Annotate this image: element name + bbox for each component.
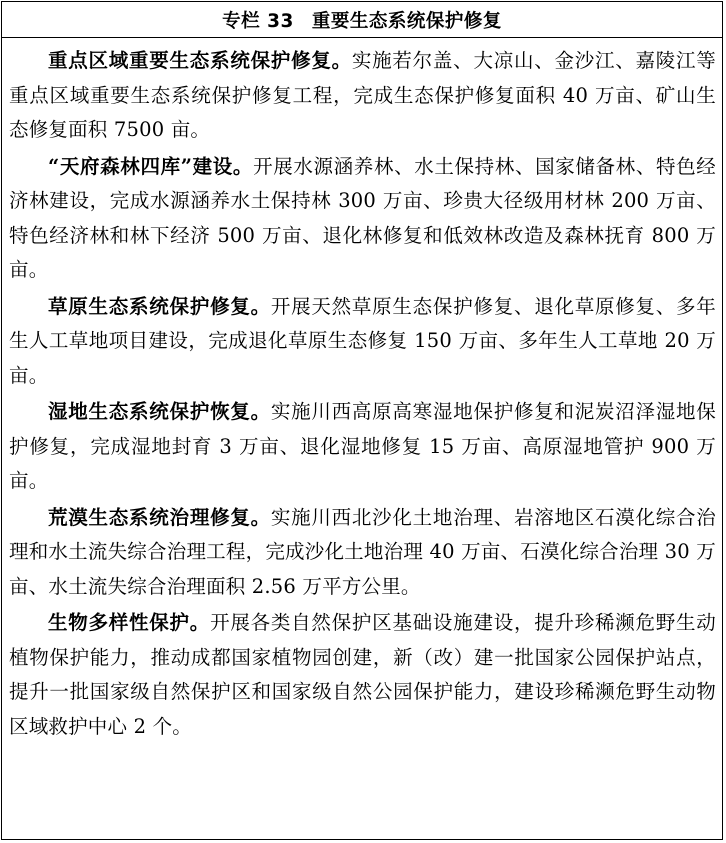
paragraph-lead: 荒漠生态系统治理修复。 xyxy=(48,505,271,529)
box-content xyxy=(2,38,722,744)
paragraph-body: 开展天然草原生态保护修复、退化草原修复、多年生人工草地项目建设，完成退化草原生态修复 150 万亩、多年生人工草地 20 万亩。 xyxy=(9,294,717,387)
paragraph-body: 开展各类自然保护区基础设施建设，提升珍稀濒危野生动植物保护能力，推动成都国家植物园创建，新（改）建一批国家公园保护站点，提升一批国家级自然保护区和国家级自然公园保护能力，建设珍稀濒危野生动物区域救护中心 2 个。 xyxy=(9,611,716,738)
paragraph xyxy=(9,395,716,499)
paragraph xyxy=(9,44,716,148)
box-title-label: 专栏 33 xyxy=(222,10,294,32)
section-key-regions xyxy=(9,44,716,148)
section-forest xyxy=(9,150,716,288)
paragraph xyxy=(9,290,716,394)
box-title xyxy=(2,2,722,38)
paragraph-lead: “天府森林四库”建设。 xyxy=(48,154,254,178)
box-title-text: 重要生态系统保护修复 xyxy=(311,10,502,32)
paragraph-lead: 草原生态系统保护修复。 xyxy=(48,294,271,318)
paragraph-lead: 重点区域重要生态系统保护修复。 xyxy=(48,49,352,72)
paragraph-body: 实施川西高原高寒湿地保护修复和泥炭沼泽湿地保护修复，完成湿地封育 3 万亩、退化湿地修复 15 万亩、高原湿地管护 900 万亩。 xyxy=(9,400,717,492)
paragraph xyxy=(9,606,716,744)
paragraph-body: 实施川西北沙化土地治理、岩溶地区石漠化综合治理和水土流失综合治理工程，完成沙化土地治理 40 万亩、石漠化综合治理 30 万亩、水土流失综合治理面积 2.56 万平方公里。 xyxy=(9,505,717,598)
paragraph xyxy=(9,501,716,605)
paragraph-lead: 湿地生态系统保护恢复。 xyxy=(48,400,271,423)
section-grassland xyxy=(9,290,716,394)
paragraph-body: 开展水源涵养林、水土保持林、国家储备林、特色经济林建设，完成水源涵养水土保持林 300 万亩、珍贵大径级用材林 200 万亩、特色经济林和林下经济 500 万亩、退化林修复和低效林改造及森林抚育 800 万亩。 xyxy=(9,154,716,281)
paragraph-body: 实施若尔盖、大凉山、金沙江、嘉陵江等重点区域重要生态系统保护修复工程，完成生态保护修复面积 40 万亩、矿山生态修复面积 7500 亩。 xyxy=(9,49,716,141)
section-desert xyxy=(9,501,716,605)
paragraph xyxy=(9,150,716,288)
section-wetland xyxy=(9,395,716,499)
paragraph-lead: 生物多样性保护。 xyxy=(48,611,211,634)
section-biodiversity xyxy=(9,606,716,744)
feature-box xyxy=(1,1,723,840)
